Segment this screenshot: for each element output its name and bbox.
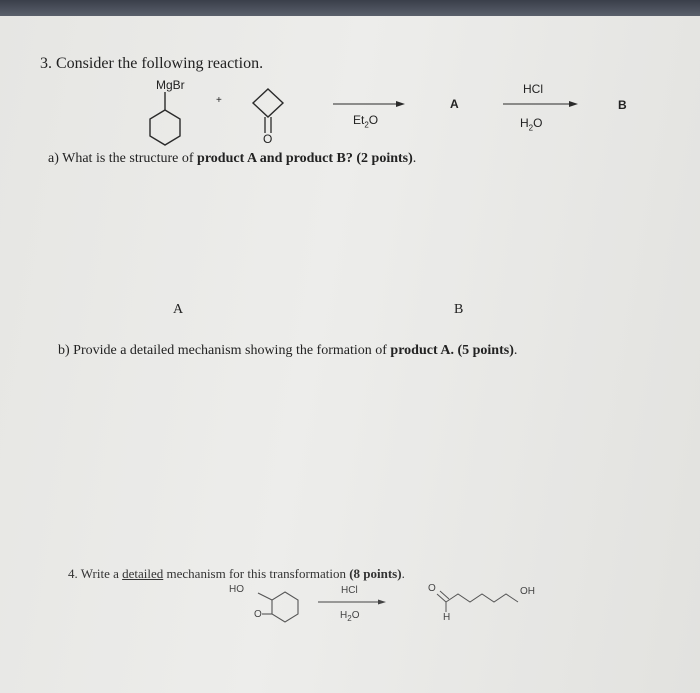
product-a-label: A	[450, 97, 459, 111]
arrow-head-2	[569, 101, 578, 107]
hcl-label: HCl	[523, 82, 543, 96]
product-b-label: B	[618, 98, 627, 112]
oh-label: OH	[520, 586, 535, 597]
arrow-head-1	[396, 101, 405, 107]
cyclohexane-ring	[150, 110, 180, 145]
pyran-ring	[272, 592, 298, 622]
ho-bond	[258, 593, 272, 600]
ring-oxygen-label: O	[254, 609, 262, 620]
question-3-header	[40, 55, 263, 73]
part-b-question: b) Provide a detailed mechanism showing the formation of product A. (5 points).	[58, 343, 518, 358]
aldehyde-oxygen-label: O	[428, 583, 436, 594]
answer-label-a: A	[173, 302, 184, 317]
mgbr-label: MgBr	[156, 78, 185, 92]
solvent-label: $Et_2O$	[353, 113, 379, 130]
answer-label-b: B	[454, 302, 464, 317]
water-label: $H_2O$	[520, 116, 543, 133]
carbonyl-oxygen-label: O	[263, 132, 273, 146]
question-3-prompt: Consider the following reaction.	[56, 55, 264, 72]
ho-label: HO	[229, 584, 244, 595]
aldehyde-h-label: H	[443, 612, 451, 623]
plus-sign: +	[216, 95, 222, 106]
part-a-question: a) What is the structure of product A and product B? (2 points).	[48, 151, 417, 166]
arrow-head-3	[378, 600, 386, 605]
q4-water-label: $H_2O$	[340, 610, 360, 623]
carbon-chain	[446, 594, 518, 602]
question-3-number: 3.	[40, 55, 52, 72]
cyclobutanone-ring	[253, 89, 283, 117]
q4-hcl-label: HCl	[341, 585, 358, 596]
question-4-header: 4. Write a detailed mechanism for this transformation (8 points).	[68, 566, 405, 581]
